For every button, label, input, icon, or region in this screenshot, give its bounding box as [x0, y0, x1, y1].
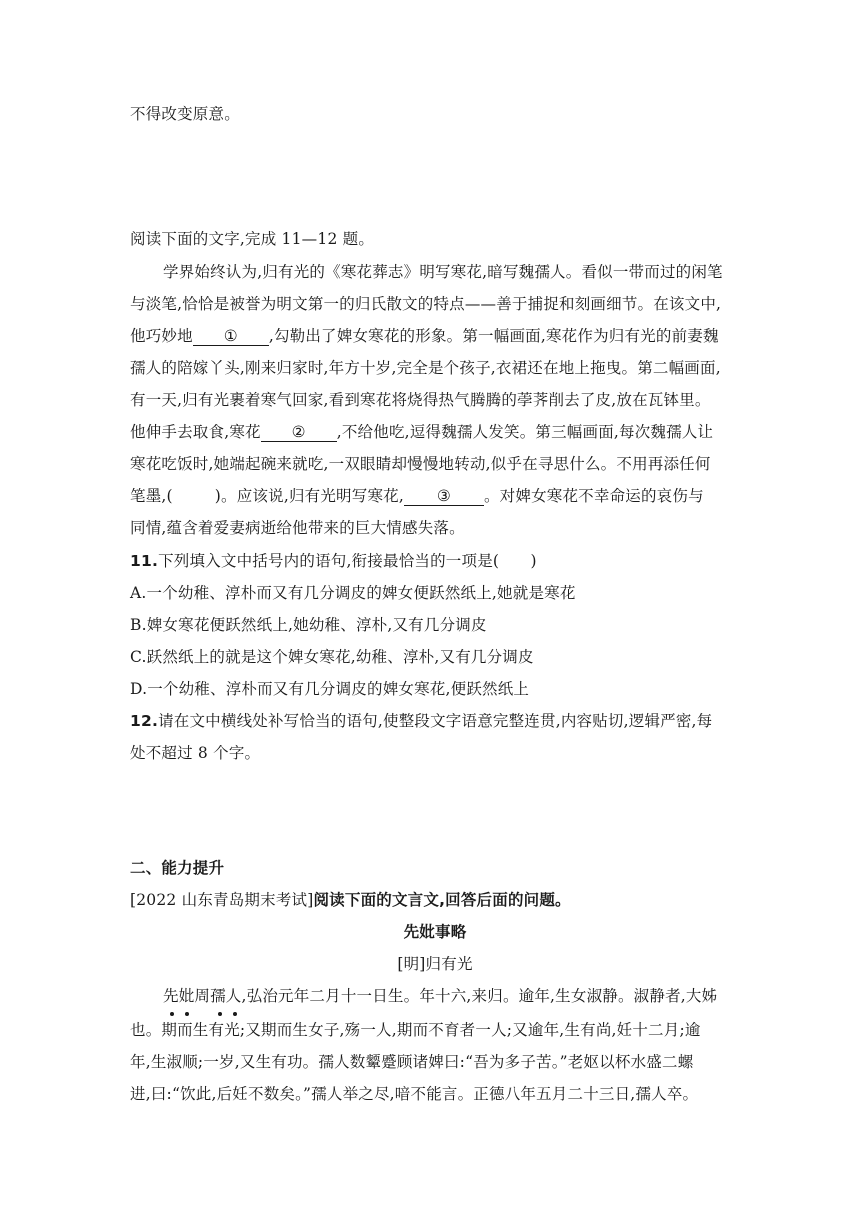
emphasis-dot — [170, 1012, 174, 1016]
question-11-stem — [130, 550, 740, 572]
passage-line-6 — [130, 421, 740, 443]
reading-intro: 阅读下面的文字,完成 11—12 题。 — [130, 230, 375, 248]
question-11-option-c[interactable]: C.跃然纸上的就是这个婢女寒花,幼稚、淳朴,又有几分调皮 — [130, 648, 534, 666]
section-instruction: 阅读下面的文言文,回答后面的问题。 — [313, 891, 571, 909]
question-12-stem-line-1 — [130, 710, 740, 732]
passage-line-3b: ,勾勒出了婢女寒花的形象。第一幅画面,寒花作为归有光的前妻魏 — [268, 327, 719, 345]
question-11-option-a[interactable]: A.一个幼稚、淳朴而又有几分调皮的婢女便跃然纸上,她就是寒花 — [130, 584, 576, 602]
classical-text-line-1: 先妣周孺人,弘治元年二月十一日生。年十六,来归。逾年,生女淑静。淑静者,大姊 — [163, 987, 718, 1005]
passage-line-8a: 笔墨,( — [130, 487, 173, 505]
answer-blank-3[interactable]: ③ — [404, 487, 484, 506]
answer-blank-1[interactable]: ① — [193, 327, 269, 346]
question-11-number: 11. — [130, 552, 159, 570]
emphasis-dot — [233, 1012, 237, 1016]
top-note: 不得改变原意。 — [130, 105, 240, 123]
emphasis-dot — [185, 1012, 189, 1016]
question-12-number: 12. — [130, 712, 159, 730]
classical-text-line-3: 年,生淑顺;一岁,又生有功。孺人数颦蹙顾诸婢曰:“吾为多子苦。”老妪以杯水盛二螺 — [130, 1053, 694, 1071]
exam-source: [2022 山东青岛期末考试] — [130, 891, 314, 909]
section-heading: 二、能力提升 — [130, 859, 225, 877]
classical-text-line-4: 进,曰:“饮此,后妊不数矣。”孺人举之尽,喑不能言。正德八年五月二十三日,孺人卒。 — [130, 1085, 699, 1103]
question-11-text: 下列填入文中括号内的语句,衔接最恰当的一项是( ) — [158, 552, 537, 570]
question-11-option-d[interactable]: D.一个幼稚、淳朴而又有几分调皮的婢女寒花,便跃然纸上 — [130, 680, 530, 698]
emphasis-dot — [218, 1012, 222, 1016]
question-12-text: 请在文中横线处补写恰当的语句,使整段文字语意完整连贯,内容贴切,逻辑严密,每 — [158, 712, 713, 730]
passage-line-2: 与淡笔,恰恰是被誉为明文第一的归氏散文的特点——善于捕捉和刻画细节。在该文中, — [130, 295, 722, 313]
passage-line-4: 孺人的陪嫁丫头,刚来归家时,年方十岁,完全是个孩子,衣裙还在地上拖曳。第二幅画面, — [130, 359, 721, 377]
passage-line-6a: 他伸手去取食,寒花 — [130, 423, 261, 441]
section-source-line — [130, 889, 740, 911]
passage-line-8b: )。应该说,归有光明写寒花, — [214, 487, 404, 505]
passage-line-7: 寒花吃饭时,她端起碗来就吃,一双眼睛却慢慢地转动,似乎在寻思什么。不用再添任何 — [130, 455, 711, 473]
question-12-stem-line-2: 处不超过 8 个字。 — [130, 744, 261, 762]
answer-blank-2[interactable]: ② — [261, 423, 337, 442]
passage-line-3 — [130, 325, 740, 347]
passage-line-1: 学界始终认为,归有光的《寒花葬志》明写寒花,暗写魏孺人。看似一带而过的闲笔 — [163, 263, 723, 281]
passage-line-9: 同情,蕴含着爱妻病逝给他带来的巨大情感失落。 — [130, 519, 465, 537]
passage-line-8 — [130, 485, 740, 507]
passage-line-3a: 他巧妙地 — [130, 327, 193, 345]
question-11-option-b[interactable]: B.婢女寒花便跃然纸上,她幼稚、淳朴,又有几分调皮 — [130, 616, 487, 634]
classical-text-line-2: 也。期而生有光;又期而生女子,殇一人,期而不育者一人;又逾年,生有尚,妊十二月;逾 — [130, 1021, 701, 1039]
passage-line-8c: 。对婢女寒花不幸命运的哀伤与 — [483, 487, 704, 505]
essay-author: [明]归有光 — [397, 955, 473, 973]
essay-title: 先妣事略 — [403, 923, 467, 941]
passage-line-6b: ,不给他吃,逗得魏孺人发笑。第三幅画面,每次魏孺人让 — [336, 423, 714, 441]
passage-line-5: 有一天,归有光裹着寒气回家,看到寒花将烧得热气腾腾的荸荠削去了皮,放在瓦钵里。 — [130, 391, 711, 409]
